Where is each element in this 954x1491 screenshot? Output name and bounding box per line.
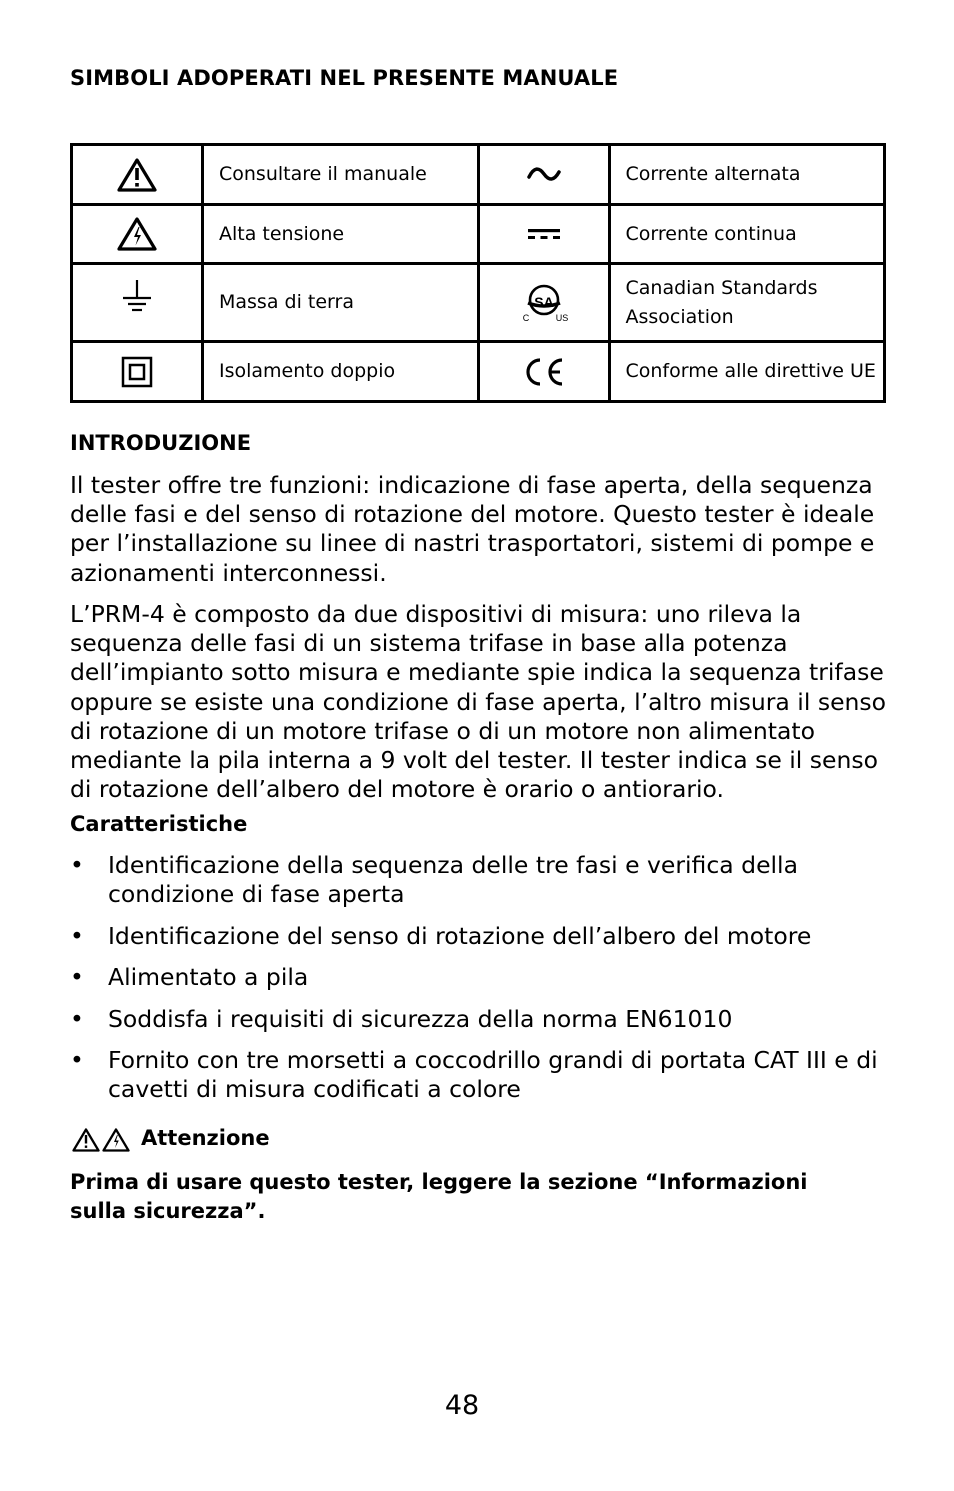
page-number: 48 (444, 1390, 480, 1421)
intro-paragraph-1: Il tester offre tre funzioni: indicazione di fase aperta, della sequenza delle fasi e del senso di rotazione del motore. Questo tester è ideale per l’installazione su linee di nastri trasportatori, sistemi di pompe e azionamenti interconnessi. (70, 471, 875, 587)
symbol-label: Alta tensione (203, 205, 479, 264)
bullet: • (70, 1005, 84, 1033)
symbols-table-row (72, 342, 885, 402)
csa-logo-us: US (555, 312, 568, 323)
high-voltage-triangle-icon (72, 205, 203, 264)
list-item-text: Alimentato a pila (108, 963, 309, 991)
warning-text: Prima di usare questo tester, leggere la sezione “Informazioni sulla sicurezza”. (70, 1170, 808, 1223)
bullet: • (70, 1046, 84, 1074)
ground-icon (72, 264, 203, 342)
dc-icon (478, 205, 609, 264)
ac-tilde-icon (478, 145, 609, 205)
symbols-table-row (72, 145, 885, 205)
symbol-label: Corrente continua (609, 205, 885, 264)
bullet: • (70, 851, 84, 879)
symbol-label: Conforme alle direttive UE (609, 342, 885, 402)
ce-mark-icon (478, 342, 609, 402)
intro-heading: INTRODUZIONE (70, 431, 252, 455)
bullet: • (70, 922, 84, 950)
symbol-label-line: Canadian Standards (625, 276, 818, 299)
list-item-text: Identificazione della sequenza delle tre fasi e verifica della condizione di fase aperta (108, 851, 798, 909)
caution-triangle-icon (72, 145, 203, 205)
symbol-label (609, 264, 885, 342)
csa-logo-c: C (522, 312, 529, 323)
symbol-label: Massa di terra (203, 264, 479, 342)
symbols-table-row (72, 264, 885, 342)
list-item-text: Identificazione del senso di rotazione dell’albero del motore (108, 922, 812, 950)
caution-triangle-icon (72, 1128, 100, 1152)
symbols-table (70, 143, 886, 403)
warning-title: Attenzione (141, 1126, 270, 1150)
symbol-label: Isolamento doppio (203, 342, 479, 402)
double-insulation-icon (72, 342, 203, 402)
symbol-label-line: Association (625, 305, 734, 328)
high-voltage-triangle-icon (102, 1128, 130, 1152)
symbol-label: Corrente alternata (609, 145, 885, 205)
svg-text:SA: SA (533, 293, 554, 310)
features-heading: Caratteristiche (70, 812, 248, 836)
list-item-text: Soddisfa i requisiti di sicurezza della norma EN61010 (108, 1005, 733, 1033)
symbols-table-row (72, 205, 885, 264)
list-item-text: Fornito con tre morsetti a coccodrillo grandi di portata CAT III e di cavetti di misura codificati a colore (108, 1046, 878, 1104)
symbol-label: Consultare il manuale (203, 145, 479, 205)
csa-logo-icon (478, 264, 609, 342)
section-title-symbols: SIMBOLI ADOPERATI NEL PRESENTE MANUALE (70, 66, 619, 90)
bullet: • (70, 963, 84, 991)
intro-paragraph-2: L’PRM-4 è composto da due dispositivi di misura: uno rileva la sequenza delle fasi di un sistema trifase in base alla potenza dell’impianto sotto misura e mediante spie indica la sequenza trifase oppure se esiste una condizione di fase aperta, l’altro misura il senso di rotazione di un motore trifase o di un motore non alimentato mediante la pila interna a 9 volt del tester. Il tester indica se il senso di rotazione dell’albero del motore è orario o antiorario. (70, 600, 887, 804)
